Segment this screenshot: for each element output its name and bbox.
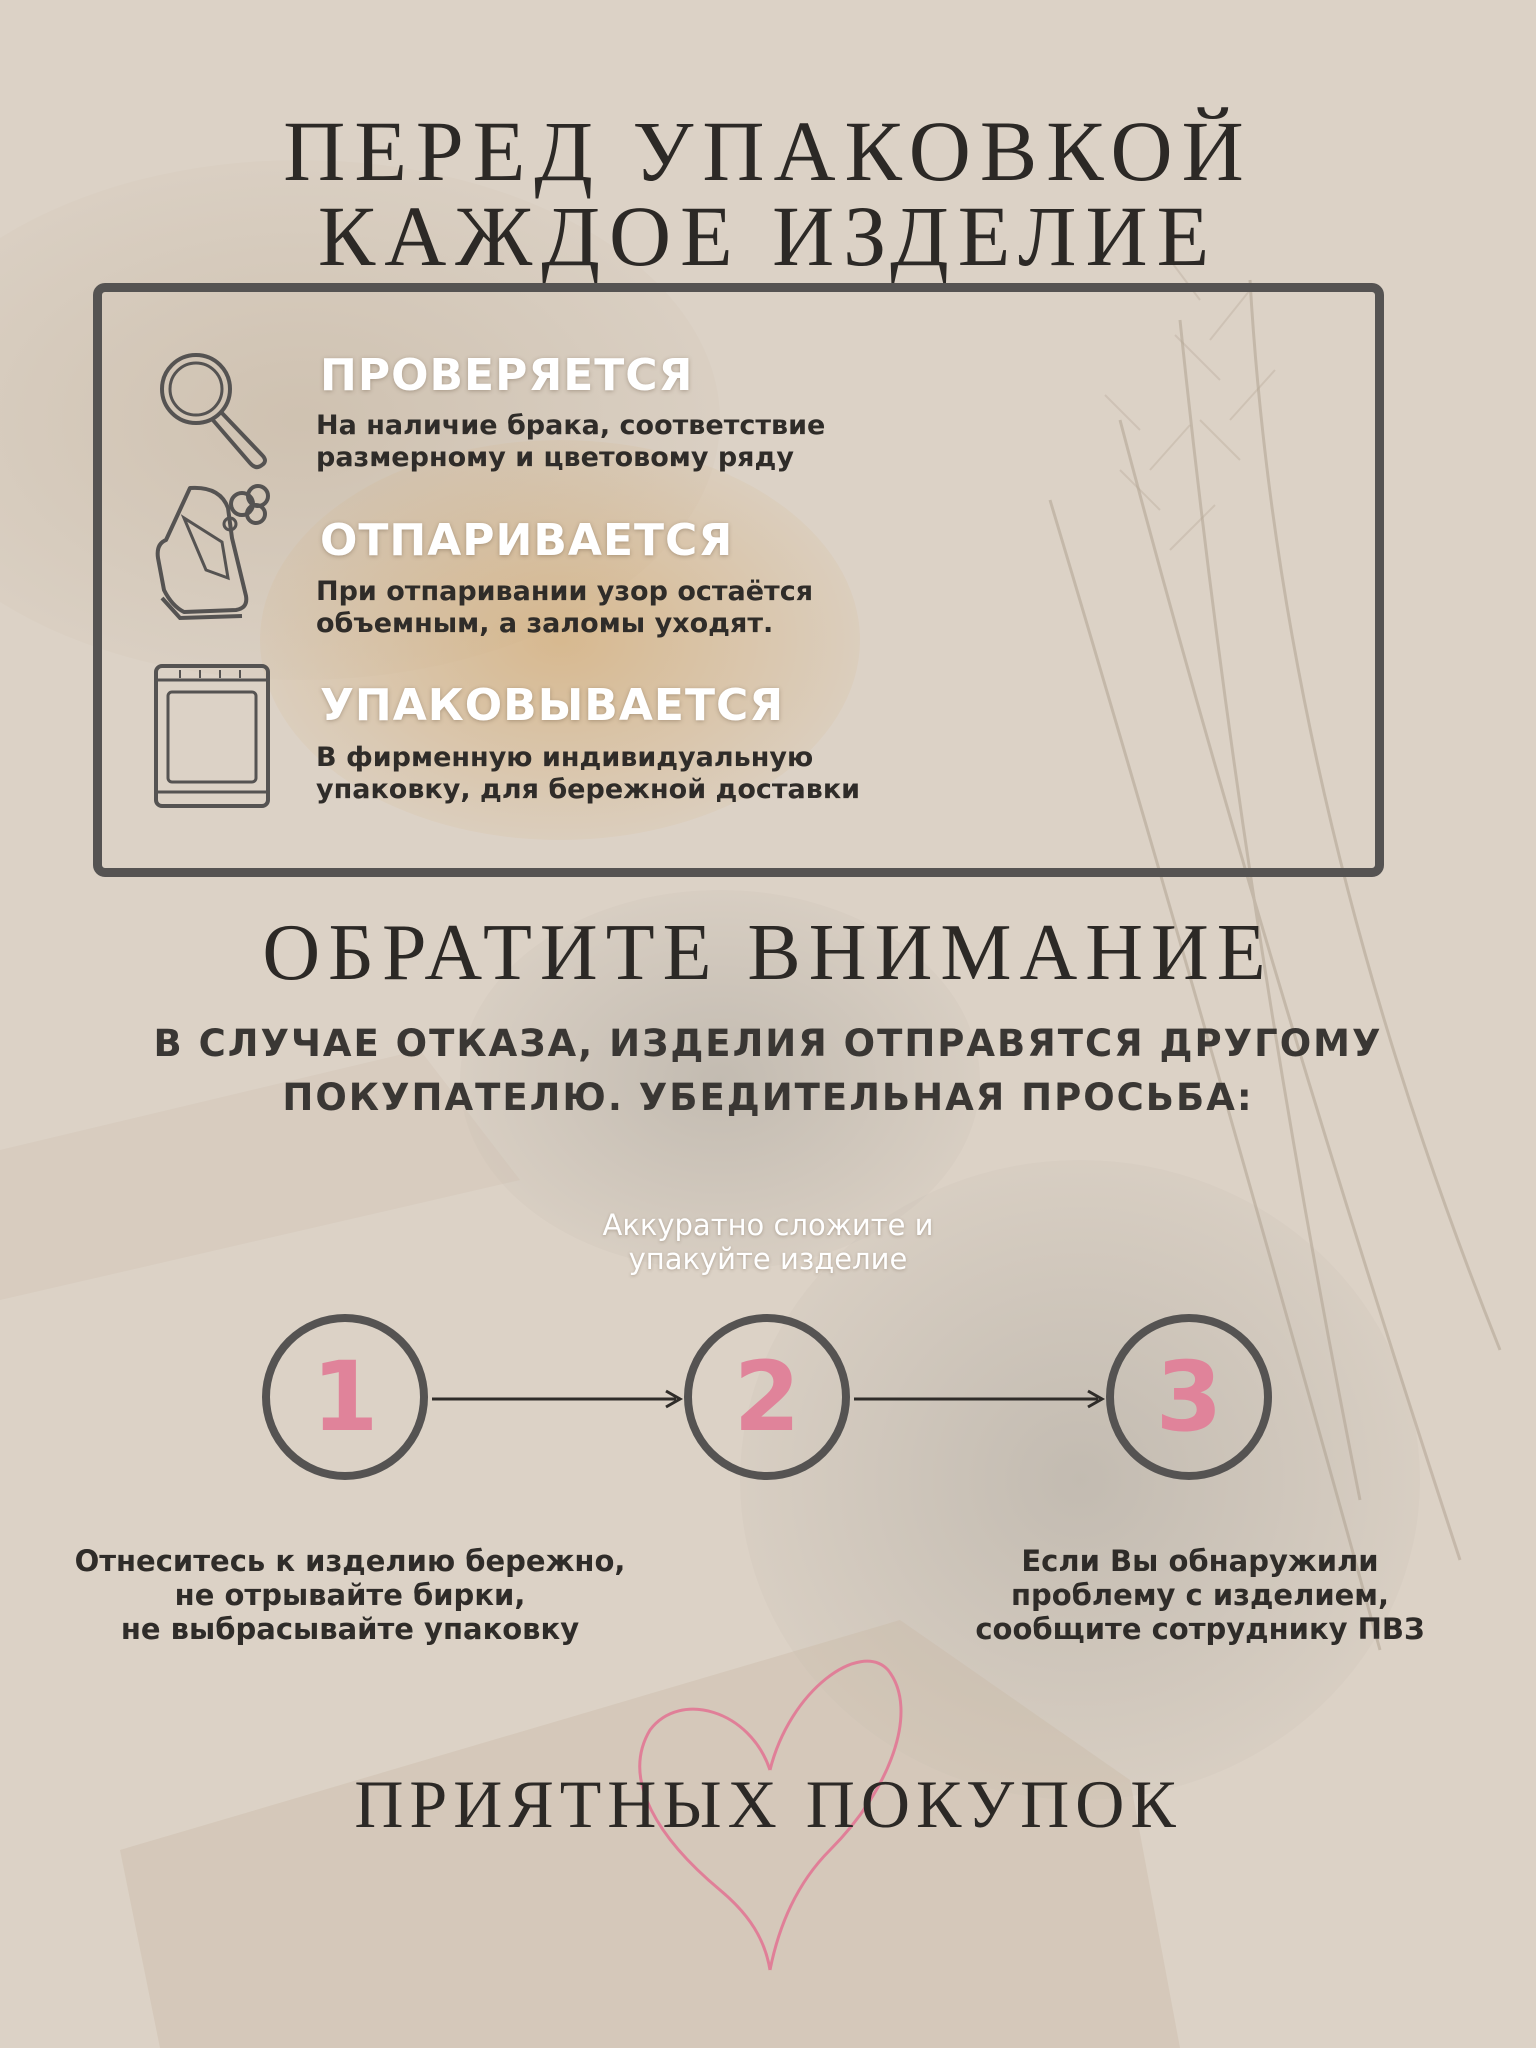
step2-circle (684, 1314, 850, 1480)
step1-caption-line1: Отнеситесь к изделию бережно, (74, 1544, 626, 1578)
step1-circle (262, 1314, 428, 1480)
step-packed-desc (316, 742, 860, 806)
step-checked-desc (316, 410, 825, 474)
step1-caption-line2: не отрывайте бирки, (174, 1578, 526, 1612)
step-steamed-heading: ОТПАРИВАЕТСЯ (320, 515, 734, 566)
footer-text: ПРИЯТНЫХ ПОКУПОК (354, 1766, 1182, 1842)
notice-text-line1: В СЛУЧАЕ ОТКАЗА, ИЗДЕЛИЯ ОТПРАВЯТСЯ ДРУГОМУ (153, 1022, 1383, 1065)
step1-caption (30, 1544, 670, 1646)
step-steamed-desc-line1: При отпаривании узор остаётся (316, 576, 814, 607)
step1-number: 1 (311, 1341, 379, 1453)
step-checked-desc-line1: На наличие брака, соответствие (316, 410, 826, 441)
step1-caption-line3: не выбрасывайте упаковку (120, 1612, 580, 1646)
step-packed-heading: УПАКОВЫВАЕТСЯ (320, 680, 785, 731)
step2-caption (518, 1208, 1018, 1276)
step2-caption-line1: Аккуратно сложите и (602, 1208, 934, 1242)
step-checked-desc-line2: размерному и цветовому ряду (316, 442, 794, 473)
notice-text-line2: ПОКУПАТЕЛЮ. УБЕДИТЕЛЬНАЯ ПРОСЬБА: (282, 1076, 1254, 1119)
arrow-right-icon (430, 1384, 684, 1414)
notice-title: ОБРАТИТЕ ВНИМАНИЕ (262, 909, 1274, 997)
step3-caption (900, 1544, 1500, 1646)
step3-number: 3 (1155, 1341, 1223, 1453)
step-steamed-desc-line2: объемным, а заломы уходят. (316, 608, 774, 639)
step3-circle (1106, 1314, 1272, 1480)
step-packed-desc-line2: упаковку, для бережной доставки (316, 774, 861, 805)
step3-caption-line2: проблему с изделием, (1010, 1578, 1390, 1612)
package-icon (150, 660, 280, 815)
steam-iron-icon (150, 478, 280, 623)
header-title-line1: ПЕРЕД УПАКОВКОЙ (283, 103, 1253, 199)
step3-caption-line1: Если Вы обнаружили (1021, 1544, 1379, 1578)
step3-caption-line3: сообщите сотруднику ПВЗ (975, 1612, 1425, 1646)
magnifier-icon (150, 345, 280, 475)
step-checked-heading: ПРОВЕРЯЕТСЯ (320, 350, 694, 401)
step2-number: 2 (733, 1341, 801, 1453)
arrow-right-icon (852, 1384, 1106, 1414)
step-packed-desc-line1: В фирменную индивидуальную (316, 742, 814, 773)
step2-caption-line2: упакуйте изделие (628, 1242, 908, 1276)
header-title-line2: КАЖДОЕ ИЗДЕЛИЕ (317, 188, 1219, 284)
step-steamed-desc (316, 576, 813, 640)
